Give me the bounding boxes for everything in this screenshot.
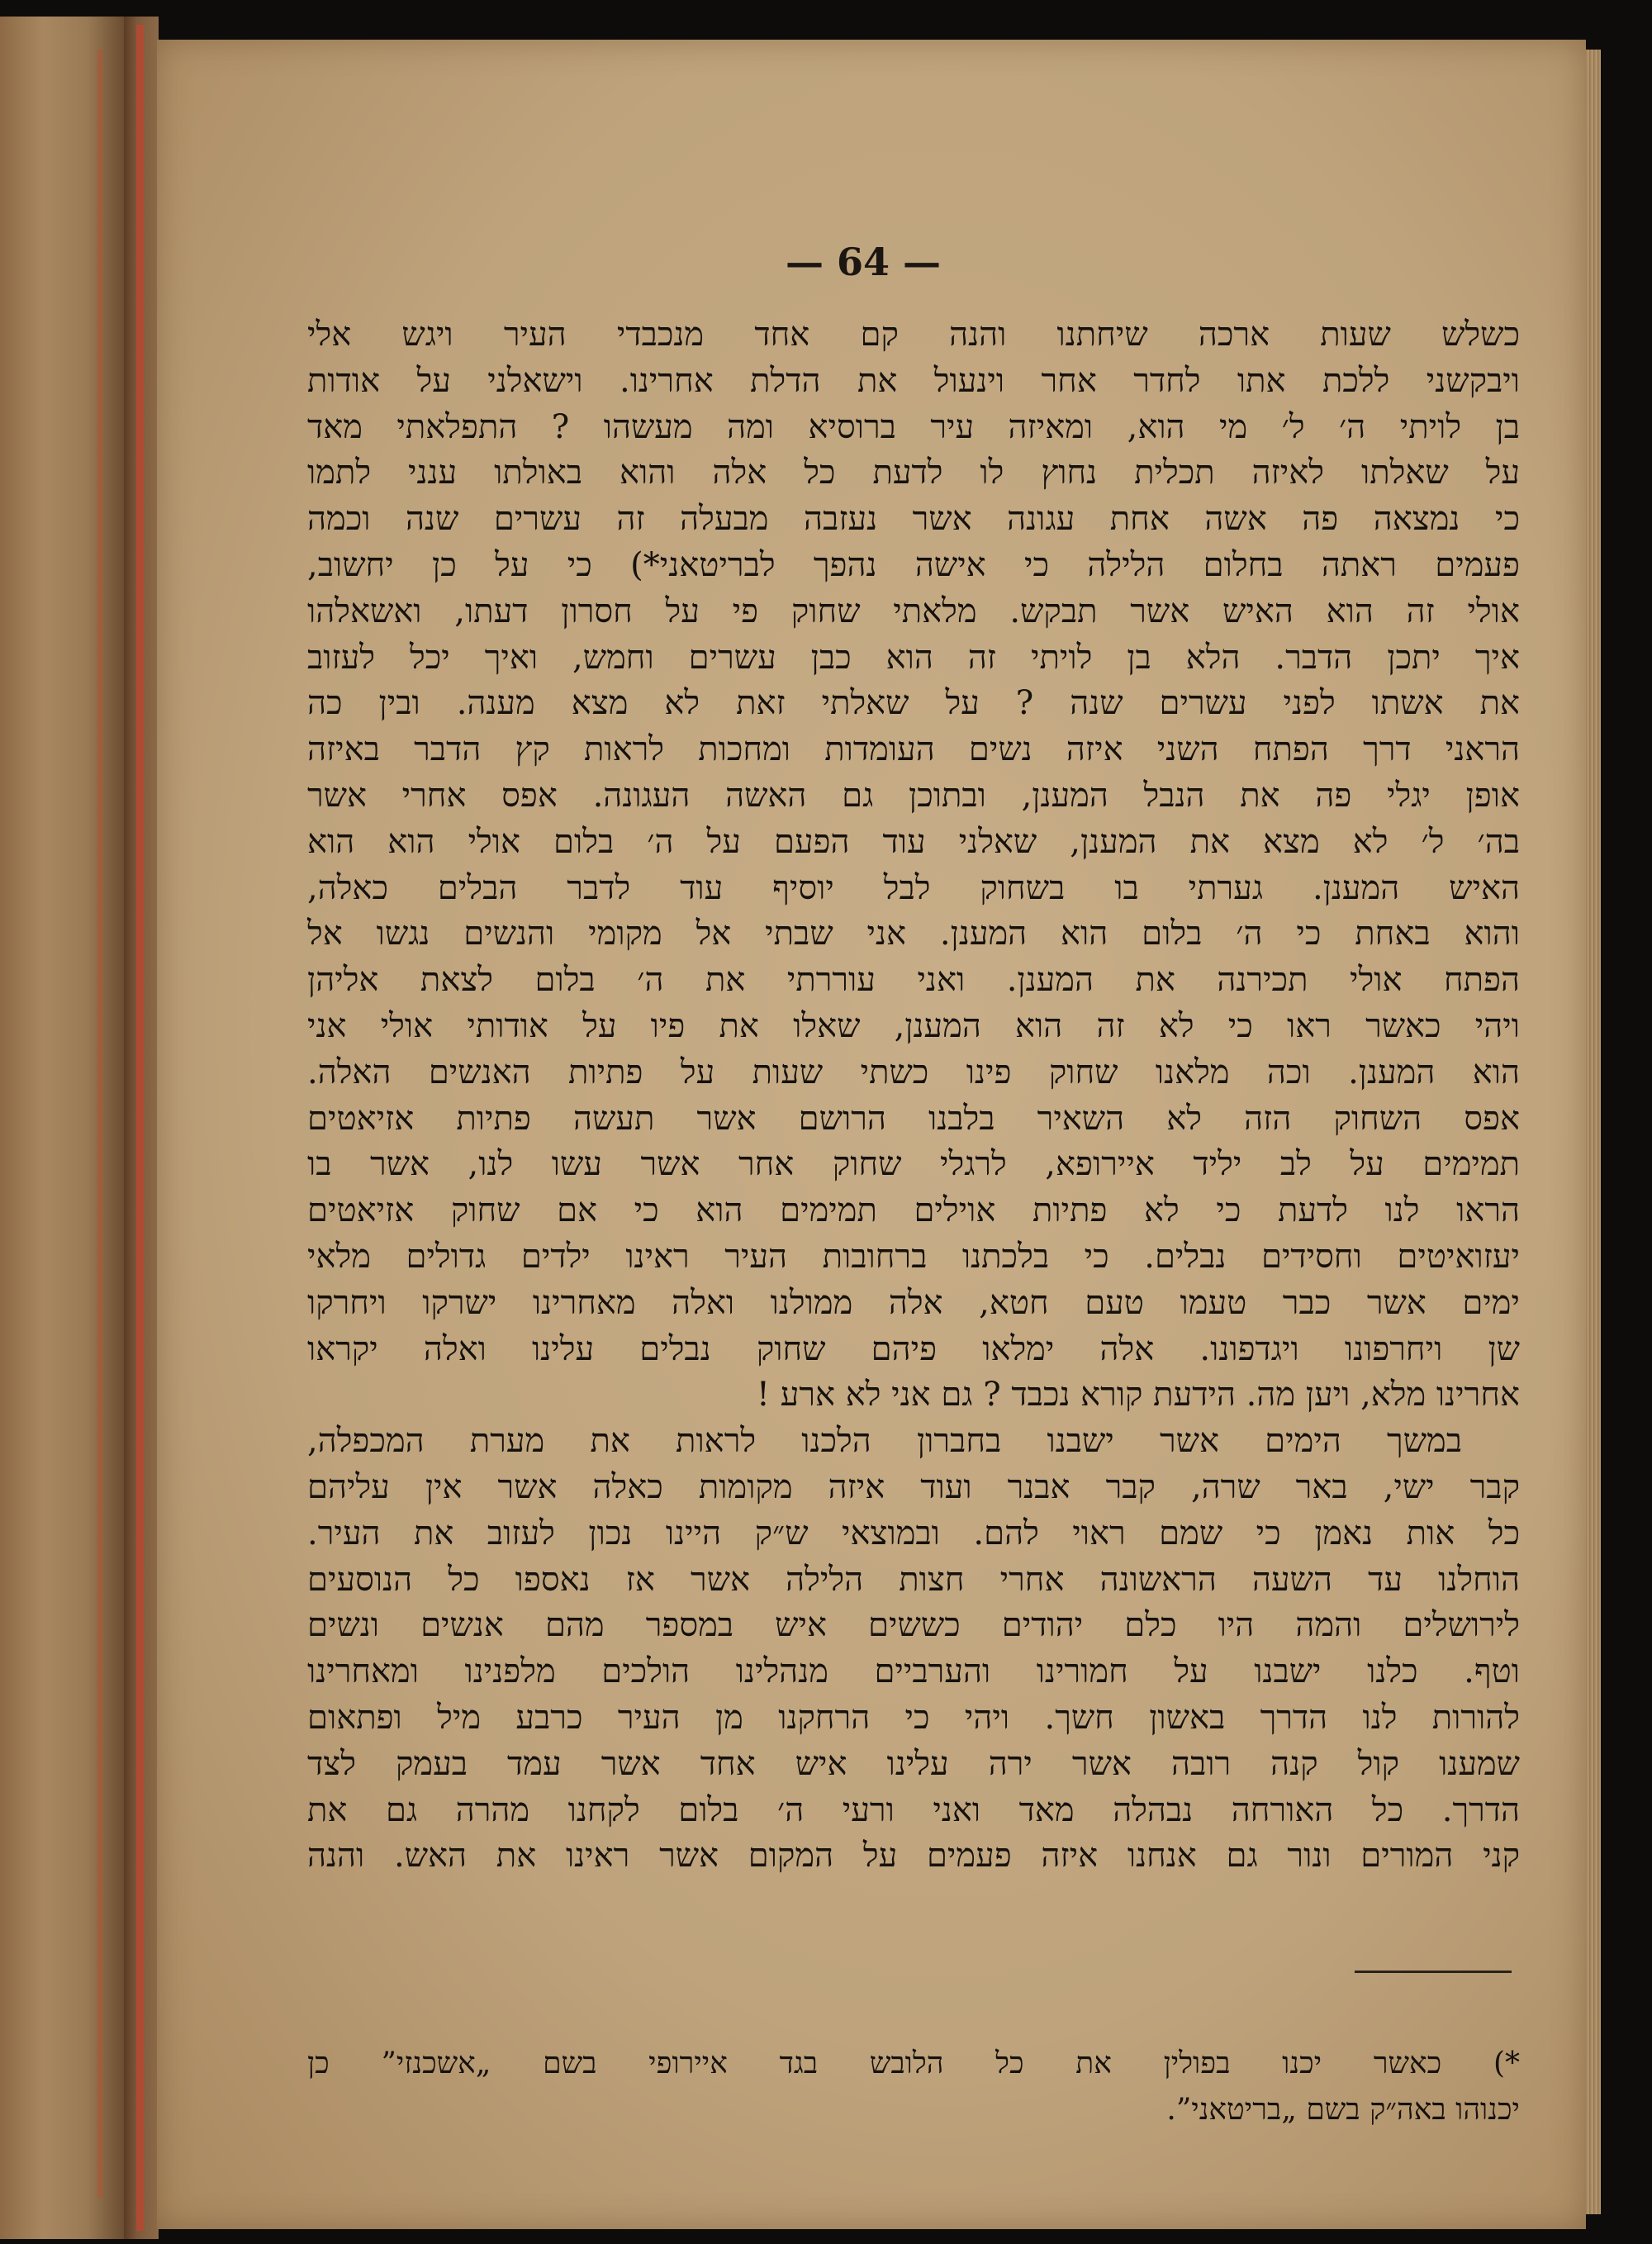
text-line: הפתח אולי תכירנה את המענן. ואני עוררתי את ה׳ בלום לצאת אליהן <box>307 961 1521 1000</box>
text-line: שן ויחרפונו ויגדפונו. אלה ימלאו פיהם שחוק נבלים עלינו ואלה יקראו <box>307 1329 1520 1368</box>
footnote <box>307 2041 1520 2133</box>
text-line: בן לויתי ה׳ ל׳ מי הוא, ומאיזה עיר ברוסיא ומה מעשהו ? התפלאתי מאד <box>307 407 1520 446</box>
paragraph-start-line: במשך הימים אשר ישבנו בחברון הלכנו לראות את מערת המכפלה, <box>307 1422 1462 1461</box>
text-line: לירושלים והמה היו כלם יהודים כששים איש במספר מהם אנשים ונשים <box>307 1606 1520 1645</box>
text-line: הדרך. כל האורחה נבהלה מאד ואני ורעי ה׳ בלום לקחנו מהרה גם את <box>307 1790 1520 1829</box>
text-line: כי נמצאה פה אשה אחת עגונה אשר נעזבה מבעלה זה עשרים שנה וכמה <box>307 500 1520 539</box>
footnote-line: יכנוהו באה״ק בשם „בריטאני”. <box>1166 2093 1520 2127</box>
text-line: הראני דרך הפתח השני איזה נשים העומדות ומחכות לראות קץ הדבר באיזה <box>307 730 1520 769</box>
text-line: להורות לנו הדרך באשון חשך. ויהי כי הרחקנו מן העיר כרבע מיל ופתאום <box>307 1698 1520 1737</box>
text-line: האיש המענן. גערתי בו בשחוק לבל יוסיף עוד לדבר הבלים כאלה, <box>307 868 1520 907</box>
page-number: — 64 — <box>785 240 942 284</box>
text-line: שמענו קול קנה רובה אשר ירה עלינו איש אחד אשר עמד בעמק לצד <box>307 1744 1520 1783</box>
text-line: הוחלנו עד השעה הראשונה אחרי חצות הלילה אשר אז נאספו כל הנוסעים <box>307 1560 1520 1599</box>
text-line: על שאלתו לאיזה תכלית נחוץ לו לדעת כל אלה והוא באולתו ענני לתמו <box>307 454 1520 492</box>
text-line: תמימים על לב יליד איירופא, לרגלי שחוק אחר אשר עשו לנו, אשר בו <box>307 1145 1520 1184</box>
text-line: קני המורים ונור גם אנחנו איזה פעמים על המקום אשר ראינו את האש. והנה <box>307 1837 1520 1876</box>
text-line: קבר ישי, באר שרה, קבר אבנר ועוד איזה מקומות כאלה אשר אין עליהם <box>307 1467 1520 1506</box>
text-line: אפס השחוק הזה לא השאיר בלבנו הרושם אשר תעשה פתיות אזיאטים <box>307 1099 1520 1138</box>
text-line: יעזואיטים וחסידים נבלים. כי בלכתנו ברחובות העיר ראינו ילדים גדולים מלאי <box>307 1237 1520 1276</box>
page-stack-edge <box>1586 50 1601 2214</box>
text-line: ויבקשני ללכת אתו לחדר אחר וינעול את הדלת אחרינו. וישאלני על אודות <box>307 361 1521 400</box>
text-line: אולי זה הוא האיש אשר תבקש. מלאתי שחוק פי על חסרון דעתו, ואשאלהו <box>307 592 1520 630</box>
text-line: בה׳ ל׳ לא מצא את המענן, שאלני עוד הפעם על ה׳ בלום אולי הוא הוא <box>307 822 1520 861</box>
text-line: אופן יגלי פה את הנבל המענן, ובתוכן גם האשה העגונה. אפס אחרי אשר <box>307 776 1520 815</box>
text-line: הוא המענן. וכה מלאנו שחוק פינו כשתי שעות על פתיות האנשים האלה. <box>307 1053 1520 1091</box>
text-line: ימים אשר כבר טעמו טעם חטא, אלה ממולנו ואלה מאחרינו ישרקו ויחרקו <box>307 1283 1520 1322</box>
paragraph-end-line: אחרינו מלא, ויען מה. הידעת קורא נכבד ? גם אני לא ארע ! <box>756 1376 1520 1414</box>
text-line: איך יתכן הדבר. הלא בן לויתי זה הוא כבן עשרים וחמש, ואיך יכל לעזוב <box>307 638 1521 677</box>
body-text <box>307 312 1520 1880</box>
text-line: כשלש שעות ארכה שיחתנו והנה קם אחד מנכבדי העיר ויגש אלי <box>307 316 1520 354</box>
footnote-separator <box>1355 1971 1512 1973</box>
text-line: כל אות נאמן כי שמם ראוי להם. ובמוצאי ש״ק היינו נכון לעזוב את העיר. <box>307 1514 1520 1552</box>
text-line: את אשתו לפני עשרים שנה ? על שאלתי זאת לא מצא מענה. ובין כה <box>307 684 1520 723</box>
text-line: הראו לנו לדעת כי לא פתיות אוילים תמימים הוא כי אם שחוק אזיאטים <box>307 1191 1520 1230</box>
left-page-edge <box>97 50 102 2198</box>
footnote-line: *) כאשר יכנו בפולין את כל הלובש בגד איירופי בשם „אשכנזי” כן <box>307 2047 1521 2080</box>
text-line: וטף. כלנו ישבנו על חמורינו והערביים מנהלינו הולכים מלפנינו ומאחרינו <box>307 1652 1521 1691</box>
spine-binding-strip <box>136 25 144 2231</box>
text-line: והוא באחת כי ה׳ בלום הוא המענן. אני שבתי אל מקומי והנשים נגשו אל <box>307 915 1520 953</box>
left-facing-page <box>0 17 124 2239</box>
text-line: ויהי כאשר ראו כי לא זה הוא המענן, שאלו את פיו על אודותי אולי אני <box>307 1006 1520 1045</box>
text-line: פעמים ראתה בחלום הלילה כי אישה נהפך לבריטאני*) כי על כן יחשוב, <box>307 545 1520 584</box>
